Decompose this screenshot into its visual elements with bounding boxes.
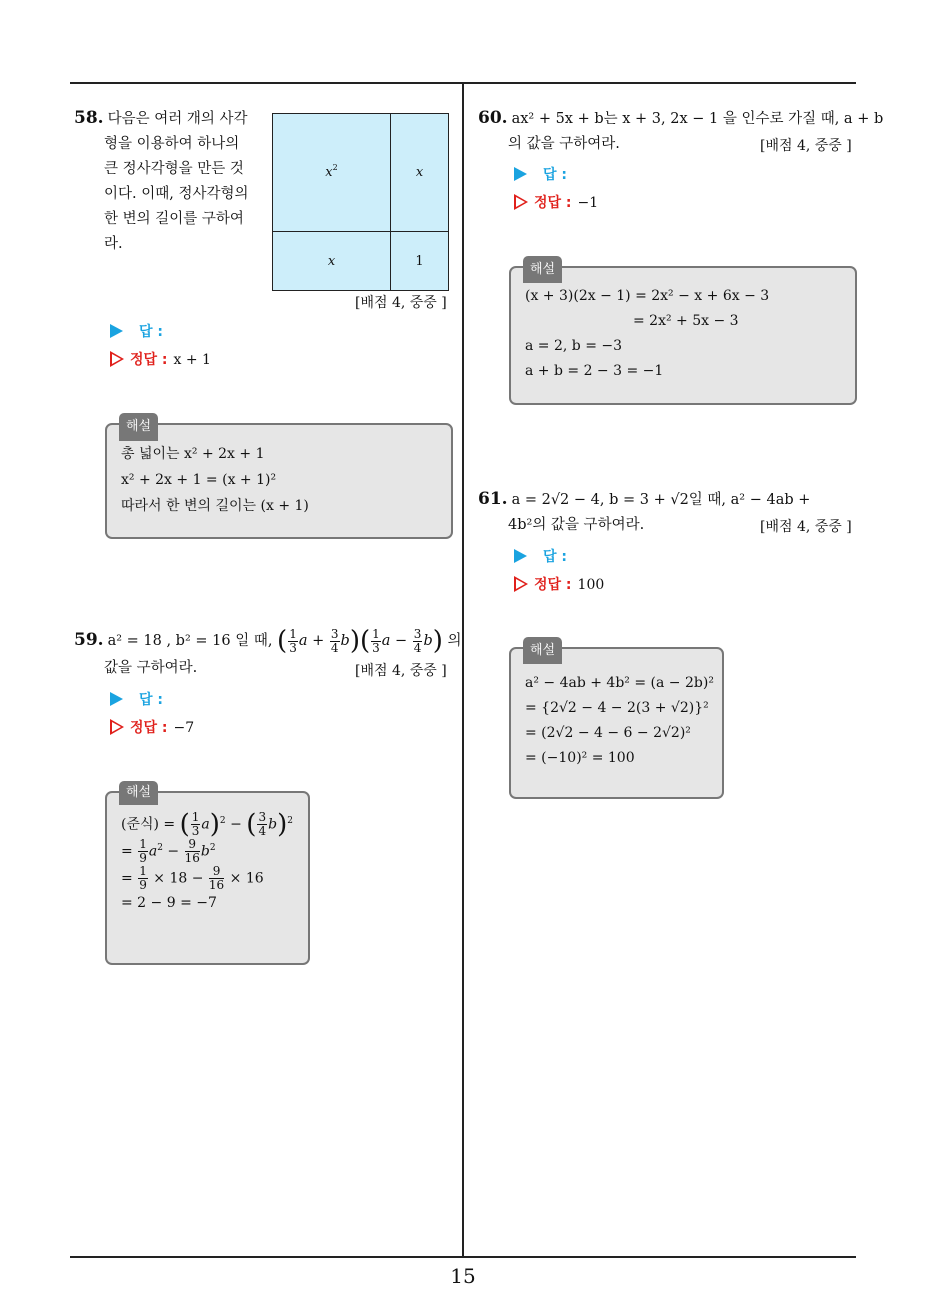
- problem-text: 큰 정사각형을 만든 것: [104, 161, 244, 177]
- correct-label: 정답 :: [130, 720, 168, 736]
- problem-text: 라.: [104, 236, 123, 252]
- solution-tag: 해설: [523, 637, 562, 664]
- solution-line: = 2x² + 5x − 3: [633, 313, 739, 329]
- answer-value: −7: [173, 720, 195, 736]
- play-triangle-icon: [110, 324, 123, 338]
- outline-triangle-icon: [110, 351, 124, 367]
- answer-row: [110, 321, 163, 341]
- solution-line: (준식) =: [121, 816, 176, 833]
- problem-text: 한 변의 길이를 구하여: [104, 211, 244, 227]
- problem-text: 4b²의 값을 구하여라.: [508, 517, 645, 533]
- solution-box-60: [509, 262, 857, 405]
- solution-line: a = 2, b = −3: [525, 338, 623, 354]
- play-triangle-icon: [110, 692, 123, 706]
- answer-label: 답 :: [543, 167, 567, 183]
- problem-59: 59. a² = 18 , b² = 16 일 때, ( $\frac{1}{3}$ a + $\frac{3}{4}$ b)( $\frac{1}{3}$ a − $\frac{3}{4}$ b) 의 값을 구하여라.: [74, 625, 459, 681]
- solution-line: = (−10)² = 100: [525, 750, 635, 766]
- solution-tag: 해설: [523, 256, 562, 283]
- solution-line: a² − 4ab + 4b² = (a − 2b)²: [525, 675, 714, 691]
- problem-text: 의: [447, 633, 462, 649]
- cell-label: x: [325, 165, 333, 180]
- answer-value: −1: [577, 195, 599, 211]
- solution-line: = {2√2 − 4 − 2(3 + √2)}²: [525, 700, 709, 716]
- problem-number: 60.: [478, 108, 508, 128]
- problem-text: 의 값을 구하여라.: [508, 136, 620, 152]
- score-label: [배점 4, 중중 ]: [355, 295, 447, 311]
- solution-box-59: 해설 (준식) = ( $\frac{1}{3}$ a)$^2$ − ( $\frac{3}{4}$ b)$^2$ = $\frac{1}{9}$ $a^2$ − $\frac{9}{16}$ $b^2$ = $\frac{1}{9}$ × 18 − $\frac{9}{16}$ × 16 = 2 − 9 = −7: [105, 791, 310, 965]
- solution-line: = 2 − 9 = −7: [121, 895, 217, 911]
- solution-tag: 해설: [119, 413, 158, 441]
- solution-line: a + b = 2 − 3 = −1: [525, 363, 664, 379]
- bottom-rule: [70, 1256, 856, 1258]
- solution-line: 따라서 한 변의 길이는 (x + 1): [121, 498, 309, 514]
- score-label: [배점 4, 중중 ]: [760, 138, 852, 154]
- problem-text: 이다. 이때, 정사각형의: [104, 186, 249, 202]
- answer-value: x + 1: [173, 352, 211, 368]
- answer-row: [514, 164, 567, 184]
- square-diagram: x 2 x x 1: [272, 113, 449, 291]
- problem-text: 값을 구하여라.: [104, 660, 198, 676]
- correct-label: 정답 :: [534, 577, 572, 593]
- solution-line: x² + 2x + 1 = (x + 1)²: [121, 472, 277, 488]
- outline-triangle-icon: [514, 194, 528, 210]
- cell-label: x: [415, 165, 424, 180]
- correct-answer-row: [110, 717, 194, 737]
- correct-answer-row: [514, 192, 598, 212]
- answer-label: 답 :: [543, 549, 567, 565]
- correct-label: 정답 :: [534, 195, 572, 211]
- problem-text: 형을 이용하여 하나의: [104, 136, 240, 152]
- answer-label: 답 :: [139, 692, 163, 708]
- problem-number: 61.: [478, 489, 508, 509]
- score-label: [배점 4, 중중 ]: [355, 663, 447, 679]
- correct-answer-row: [110, 349, 211, 369]
- outline-triangle-icon: [514, 576, 528, 592]
- problem-text: a = 2√2 − 4, b = 3 + √2일 때, a² − 4ab +: [511, 492, 811, 508]
- answer-label: 답 :: [139, 324, 163, 340]
- solution-box-61: [509, 643, 724, 799]
- correct-answer-row: [514, 574, 604, 594]
- answer-value: 100: [577, 577, 605, 593]
- problem-text: ax² + 5x + b는 x + 3, 2x − 1 을 인수로 가질 때, a + b: [511, 111, 884, 127]
- problem-text: 다음은 여러 개의 사각: [107, 111, 248, 127]
- problem-text: a² = 18 , b² = 16 일 때,: [107, 633, 273, 649]
- solution-line: 총 넓이는 x² + 2x + 1: [121, 446, 265, 462]
- page-number: 15: [450, 1264, 476, 1288]
- solution-line: (x + 3)(2x − 1) = 2x² − x + 6x − 3: [525, 288, 770, 304]
- cell-label: x: [327, 253, 336, 269]
- solution-tag: 해설: [119, 781, 158, 805]
- play-triangle-icon: [514, 549, 527, 563]
- outline-triangle-icon: [110, 719, 124, 735]
- answer-row: [110, 689, 163, 709]
- solution-line: = (2√2 − 4 − 6 − 2√2)²: [525, 725, 691, 741]
- problem-number: 58.: [74, 108, 104, 128]
- cell-label: 1: [415, 253, 424, 269]
- score-label: [배점 4, 중중 ]: [760, 519, 852, 535]
- play-triangle-icon: [514, 167, 527, 181]
- correct-label: 정답 :: [130, 352, 168, 368]
- solution-box-58: [105, 419, 453, 539]
- answer-row: [514, 546, 567, 566]
- problem-number: 59.: [74, 630, 104, 650]
- column-divider: [462, 83, 464, 1257]
- problem-58: [74, 106, 264, 257]
